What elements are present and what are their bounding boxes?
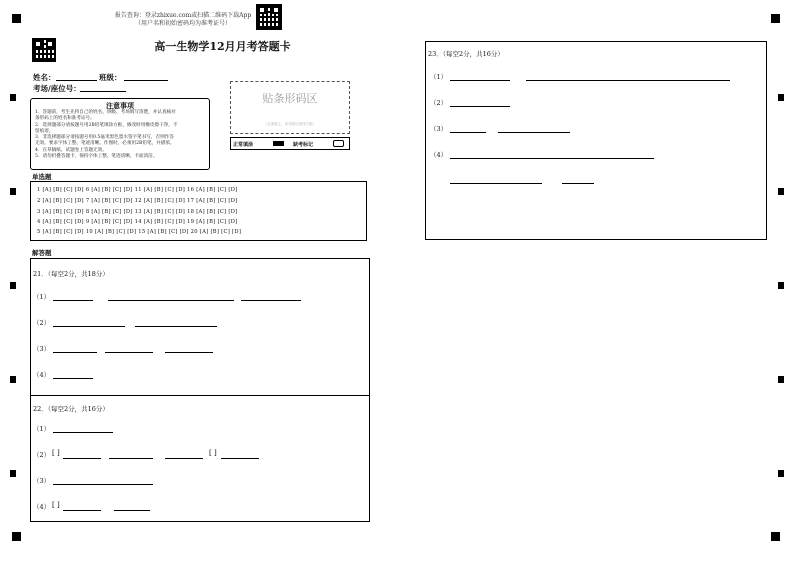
answer-blank[interactable]: [450, 158, 654, 159]
answer-blank[interactable]: [241, 300, 301, 301]
barcode-area: [230, 81, 350, 134]
answer-blank[interactable]: [63, 458, 101, 459]
query-note-line1: 报告查询：登录zhixue.com或扫描二维码下载App: [114, 12, 252, 19]
mc-section-title: 单选题: [32, 173, 52, 181]
question-22-part-4: （4）: [33, 503, 51, 511]
mc-row[interactable]: 5 [A] [B] [C] [D] 10 [A] [B] [C] [D] 15 [A] [B] [C] [D] 20 [A] [B] [C] [D]: [37, 229, 242, 235]
notice-title: 注意事项: [106, 101, 134, 110]
question-23-part-1: （1）: [430, 73, 448, 81]
name-field[interactable]: [56, 80, 97, 81]
notice-item: 留痕迹。: [35, 128, 54, 134]
timing-mark: [10, 470, 16, 477]
answer-bracket[interactable]: [ ]: [209, 449, 217, 457]
question-21-part-4: （4）: [33, 371, 51, 379]
answer-blank[interactable]: [105, 352, 153, 353]
student-qr-code: [32, 38, 56, 62]
answer-blank[interactable]: [165, 458, 203, 459]
timing-mark: [778, 470, 784, 477]
absent-mark-label: 缺考标记: [293, 142, 314, 148]
question-23-box: [425, 41, 767, 240]
notice-item: 1．答题前，考生先将自己的姓名、班级、考场填写清楚，并认真核对: [35, 110, 176, 115]
answer-blank[interactable]: [114, 510, 150, 511]
normal-fill-label: 正常填涂: [233, 142, 254, 148]
question-23-part-4: （4）: [430, 151, 448, 159]
barcode-sub: （正面朝上，切勿贴出虚线方框）: [263, 122, 317, 126]
timing-mark: [10, 376, 16, 383]
mc-row[interactable]: 2 [A] [B] [C] [D] 7 [A] [B] [C] [D] 12 [A] [B] [C] [D] 17 [A] [B] [C] [D]: [37, 198, 238, 204]
notice-item: 条形码上的姓名和准考证号。: [35, 116, 95, 122]
answer-blank[interactable]: [53, 326, 125, 327]
question-22-part-1: （1）: [33, 425, 51, 433]
notice-item: 4．在草稿纸、试题卷上答题无效。: [35, 147, 107, 153]
timing-mark: [10, 94, 16, 101]
answer-blank[interactable]: [109, 458, 153, 459]
exam-seat-field[interactable]: [80, 91, 126, 92]
notice-item: 3．非选择题部分请按题号用0.5毫米黑色墨水签字笔书写，否则作答: [35, 135, 174, 141]
question-23-title: 23．（每空2分，共16分）: [428, 50, 504, 58]
answer-blank[interactable]: [526, 80, 730, 81]
answer-blank[interactable]: [108, 300, 234, 301]
answer-blank[interactable]: [498, 132, 570, 133]
question-21-part-2: （2）: [33, 319, 51, 327]
answer-blank[interactable]: [53, 352, 97, 353]
answer-blank[interactable]: [53, 432, 113, 433]
query-note-line2: （用户名和初始密码均为准考证号）: [134, 20, 231, 27]
question-22-part-2: （2）: [33, 451, 51, 459]
question-23-part-2: （2）: [430, 99, 448, 107]
question-23-part-3: （3）: [430, 125, 448, 133]
question-21-box: [30, 258, 370, 396]
answer-blank[interactable]: [221, 458, 259, 459]
barcode-title: 贴条形码区: [262, 92, 318, 105]
answer-bracket[interactable]: [ ]: [52, 449, 60, 457]
answer-blank[interactable]: [63, 510, 101, 511]
question-21-part-1: （1）: [33, 293, 51, 301]
corner-mark-bottom-left: [12, 532, 21, 541]
notice-item: 2．选择题部分请按题号用2B铅笔填涂方框，修改时用橡皮擦干净，不: [35, 122, 178, 128]
answer-blank[interactable]: [450, 106, 510, 107]
exam-seat-label: 考场/座位号：: [33, 84, 81, 93]
answer-blank[interactable]: [165, 352, 213, 353]
question-22-part-3: （3）: [33, 477, 51, 485]
question-21-part-3: （3）: [33, 345, 51, 353]
answer-blank[interactable]: [450, 132, 486, 133]
answer-blank[interactable]: [562, 183, 594, 184]
timing-mark: [778, 188, 784, 195]
notice-item: 5．请勿折叠答题卡，保持字体工整、笔迹清晰、卡面清洁。: [35, 154, 158, 160]
timing-mark: [10, 188, 16, 195]
answer-blank[interactable]: [53, 378, 93, 379]
timing-mark: [10, 282, 16, 289]
answer-blank[interactable]: [53, 300, 93, 301]
mc-row[interactable]: 1 [A] [B] [C] [D] 6 [A] [B] [C] [D] 11 [A] [B] [C] [D] 16 [A] [B] [C] [D]: [37, 187, 238, 193]
normal-fill-sample-icon: [273, 141, 284, 146]
corner-mark-top-left: [12, 14, 21, 23]
answer-blank[interactable]: [450, 183, 542, 184]
mc-answer-box: [30, 181, 367, 241]
class-field[interactable]: [124, 80, 168, 81]
answer-bracket[interactable]: [ ]: [52, 501, 60, 509]
question-22-box: [30, 395, 370, 522]
notice-box: [30, 98, 210, 170]
answer-section-title: 解答题: [32, 249, 52, 257]
question-21-title: 21．（每空2分，共18分）: [33, 270, 109, 278]
corner-mark-bottom-right: [771, 532, 780, 541]
answer-blank[interactable]: [135, 326, 217, 327]
fill-status-box: [230, 137, 350, 150]
timing-mark: [778, 282, 784, 289]
page-title: 高一生物学12月月考答题卡: [154, 40, 291, 53]
download-qr-code: [256, 4, 282, 30]
mc-row[interactable]: 4 [A] [B] [C] [D] 9 [A] [B] [C] [D] 14 [A] [B] [C] [D] 19 [A] [B] [C] [D]: [37, 219, 238, 225]
timing-mark: [778, 376, 784, 383]
question-22-title: 22．（每空2分，共16分）: [33, 405, 109, 413]
answer-blank[interactable]: [53, 484, 153, 485]
timing-mark: [778, 94, 784, 101]
notice-item: 无效。要求字体工整、笔迹清晰。作图时，必须用2B铅笔，并描浓。: [35, 141, 175, 147]
mc-row[interactable]: 3 [A] [B] [C] [D] 8 [A] [B] [C] [D] 13 [A] [B] [C] [D] 18 [A] [B] [C] [D]: [37, 209, 238, 215]
absent-mark-checkbox[interactable]: [333, 140, 344, 147]
answer-blank[interactable]: [450, 80, 510, 81]
name-label: 姓名：: [33, 73, 56, 82]
corner-mark-top-right: [771, 14, 780, 23]
class-label: 班级：: [99, 73, 122, 82]
